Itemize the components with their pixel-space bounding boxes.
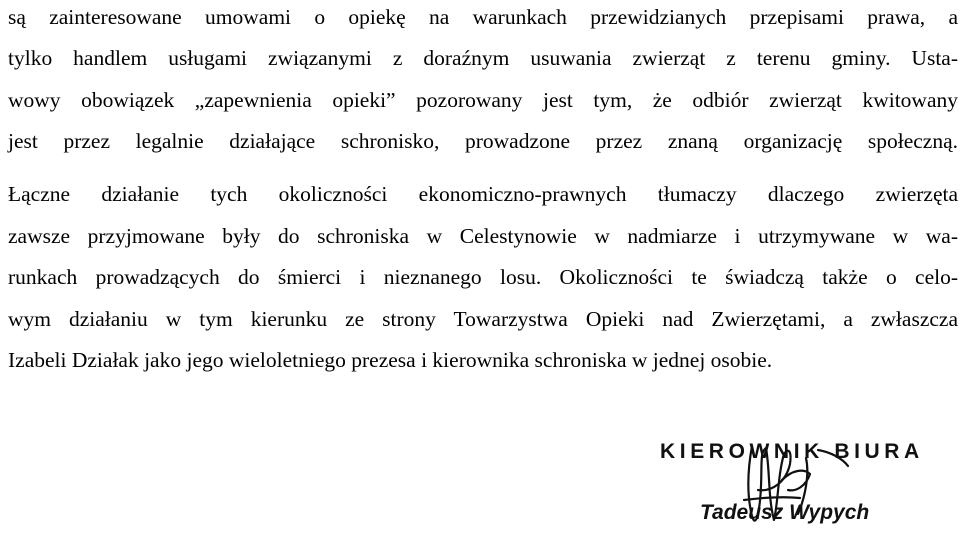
text-line-2: tylko handlem usługami związanymi z doraźnym usuwania zwierząt z terenu gminy. Usta- bbox=[8, 46, 958, 70]
text-line-1: są zainteresowane umowami o opiekę na warunkach przewidzianych przepisami prawa, a bbox=[8, 5, 958, 29]
text-line-7: runkach prowadzących do śmierci i nieznanego losu. Okoliczności te świadczą także o celo- bbox=[8, 265, 958, 289]
stamp-name: Tadeusz Wypych bbox=[700, 501, 870, 524]
text-line-3: wowy obowiązek „zapewnienia opieki” pozorowany jest tym, że odbiór zwierząt kwitowany bbox=[8, 88, 958, 112]
text-line-4: jest przez legalnie działające schronisko, prowadzone przez znaną organizację społeczną. bbox=[8, 129, 958, 153]
text-line-8: wym działaniu w tym kierunku ze strony Towarzystwa Opieki nad Zwierzętami, a zwłaszcza bbox=[8, 307, 958, 331]
handwritten-signature bbox=[660, 440, 950, 540]
official-stamp bbox=[660, 440, 950, 540]
stamp-title: KIEROWNIK BIURA bbox=[660, 440, 924, 463]
text-line-5: Łączne działanie tych okoliczności ekonomiczno-prawnych tłumaczy dlaczego zwierzęta bbox=[8, 182, 958, 206]
text-line-9: Izabeli Działak jako jego wieloletniego prezesa i kierownika schroniska w jednej osobie. bbox=[8, 348, 773, 372]
text-line-6: zawsze przyjmowane były do schroniska w Celestynowie w nadmiarze i utrzymywane w wa- bbox=[8, 224, 958, 248]
